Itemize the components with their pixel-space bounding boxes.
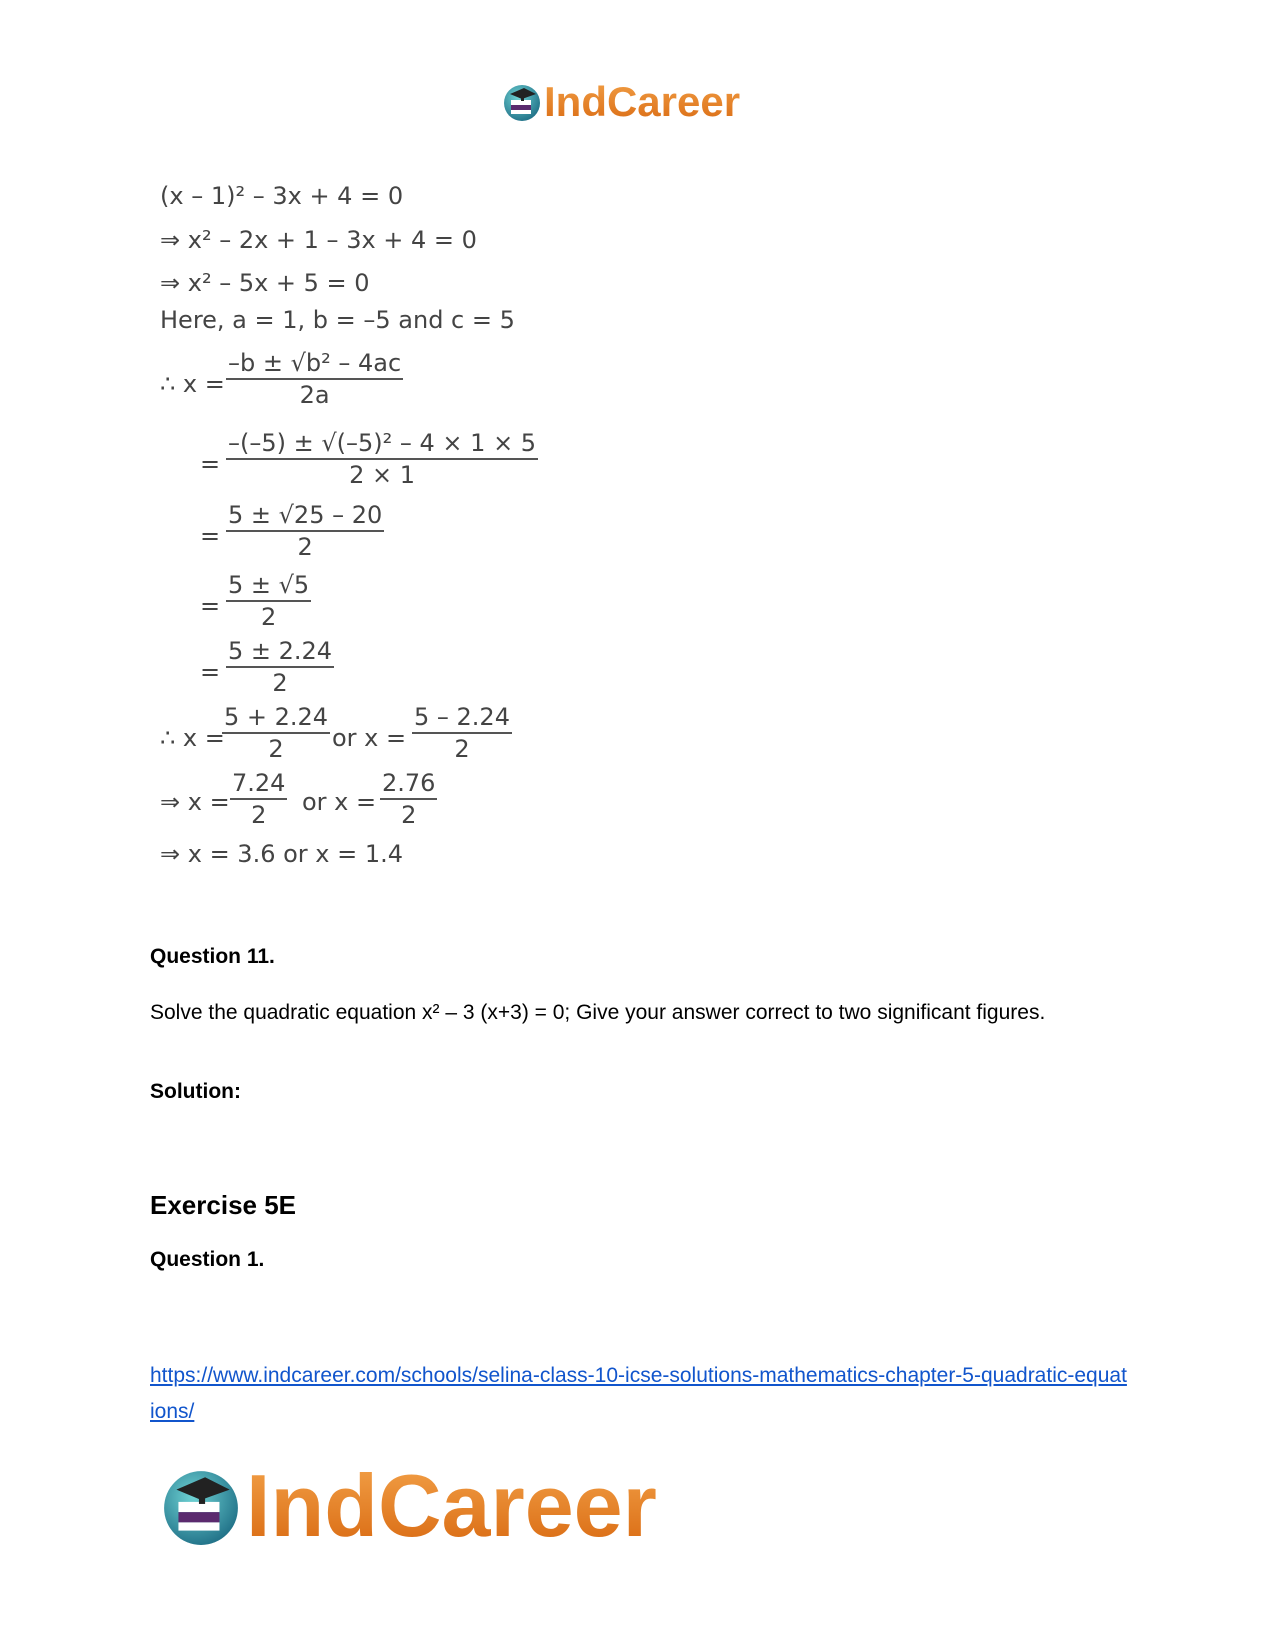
footer-logo (160, 1456, 657, 1555)
question-body: Solve the quadratic equation x² – 3 (x+3) = 0; Give your answer correct to two significant figures. (150, 1001, 1046, 1024)
math-line: ⇒ x = 3.6 or x = 1.4 (160, 840, 404, 868)
math-line: ⇒ x² – 2x + 1 – 3x + 4 = 0 (160, 226, 477, 254)
fraction-denominator: 2 (401, 801, 417, 829)
header-logo (502, 78, 740, 126)
source-link[interactable]: https://www.indcareer.com/schools/selina-class-10-icse-solutions-mathematics-chapter-5-quadratic-equations/ (150, 1364, 1127, 1423)
fraction-numerator: –(–5) ± √(–5)² – 4 × 1 × 5 (226, 428, 538, 460)
fraction-numerator: 5 ± √25 – 20 (226, 500, 384, 532)
math-solution-image (160, 182, 560, 910)
math-equals: = (200, 450, 221, 478)
fraction-numerator: 7.24 (230, 768, 287, 800)
math-line: ⇒ x² – 5x + 5 = 0 (160, 269, 370, 297)
math-fraction (230, 768, 287, 830)
question-title: Question 11. (150, 945, 275, 968)
math-prefix: ⇒ x = (160, 788, 230, 816)
fraction-denominator: 2 (251, 801, 267, 829)
fraction-numerator: –b ± √b² – 4ac (226, 348, 403, 380)
math-prefix: ∴ x = (160, 724, 225, 752)
math-equals: = (200, 522, 221, 550)
logo-text: IndCareer (246, 1456, 657, 1555)
exercise-heading: Exercise 5E (150, 1190, 297, 1220)
fraction-denominator: 2 (268, 735, 284, 763)
fraction-numerator: 5 – 2.24 (412, 702, 512, 734)
math-fraction (226, 500, 384, 562)
math-line: (x – 1)² – 3x + 4 = 0 (160, 182, 404, 210)
fraction-numerator: 5 ± √5 (226, 570, 311, 602)
question-title: Question 1. (150, 1248, 265, 1271)
fraction-numerator: 5 + 2.24 (222, 702, 330, 734)
fraction-denominator: 2a (299, 381, 330, 409)
math-fraction (380, 768, 437, 830)
math-fraction (226, 428, 538, 490)
math-fraction (226, 348, 403, 410)
fraction-denominator: 2 × 1 (349, 461, 415, 489)
math-line: Here, a = 1, b = –5 and c = 5 (160, 306, 515, 334)
math-equals: = (200, 658, 221, 686)
math-fraction (226, 570, 311, 632)
solution-label: Solution: (150, 1080, 241, 1103)
fraction-denominator: 2 (272, 669, 288, 697)
math-fraction (226, 636, 334, 698)
math-equals: = (200, 592, 221, 620)
math-or: or x = (302, 788, 377, 816)
fraction-denominator: 2 (260, 603, 277, 631)
math-fraction (412, 702, 512, 764)
indcareer-logo-icon (502, 82, 542, 122)
math-prefix: ∴ x = (160, 370, 225, 398)
indcareer-logo-icon (160, 1465, 242, 1547)
fraction-numerator: 5 ± 2.24 (226, 636, 334, 668)
fraction-denominator: 2 (454, 735, 470, 763)
math-or: or x = (332, 724, 407, 752)
fraction-denominator: 2 (297, 533, 313, 561)
logo-text: IndCareer (544, 78, 741, 125)
fraction-numerator: 2.76 (380, 768, 437, 800)
math-fraction (222, 702, 330, 764)
